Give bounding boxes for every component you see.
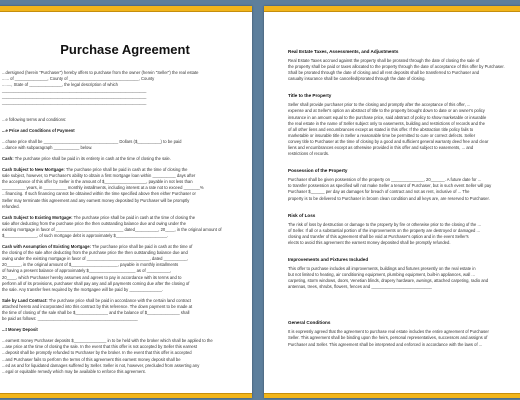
section-body: It is expressly agreed that the agreement to purchase real estate includes the entire agreement of Purchaser Seller. This agreement shall be binding upon the heirs, personal representatives, successors and assigns of Purchaser and Seller. This agreement shall be interpreted and enforced in accordance with the laws of ... (288, 329, 489, 347)
paragraph-lead: Sale by Land Contract: (2, 297, 48, 303)
agreement-paragraph (2, 338, 234, 375)
agreement-paragraph (2, 128, 234, 134)
section-heading: General Conditions (288, 320, 331, 326)
intro-paragraph: ...dersigned (herein "Purchaser") hereby offers to purchase from the owner (herein "Seller") the real estate ...... of ______________, County of ______________________________, County ........, State of ______________, the legal description of which ______________________________________________________________ ______________________________________________________________ ______________________________________________________________ (2, 70, 199, 106)
section-heading: Possession of the Property (288, 168, 348, 174)
section-heading: Title to the Property (288, 93, 332, 99)
section (288, 320, 520, 347)
paragraph-lead: Cash Subject to New Mortgage: (2, 167, 65, 173)
right-body (288, 49, 520, 359)
paragraph-lead: ...e Price and Conditions of Payment (2, 127, 75, 133)
left-paragraph-list (2, 117, 234, 375)
paragraph-text: The purchase price shall be paid in cash at the time of closing the sale subject, however, to Purchaser's ability to obtain a first mortgage loan within __________ days after the acceptance of this offer by Seller in the amount of $__________________, payable in not less than __________ years, in __________ monthly installments, including interest at a rate not to exceed _______% ...financing. If such financing cannot be obtained within the time specified above then either Purchaser or Seller may terminate this agreement and any earnest money deposited by Purchaser will be promptly refunded. (2, 167, 204, 209)
paragraph-text: ...chase price shall be ________________________________ Dollars ($__________) to be paid ...dance with subparagraph ___________ below. (2, 138, 182, 150)
paragraph-text: The purchase price shall be paid in cash at the time of closing the sale after deducting from the purchase price the then outstanding balance due and owing under the existing mortgage in favor of _____________________________ dated__________, 20____, in the original amount of $______________, of such mortgage debt is approximately $______________________. (2, 214, 222, 238)
document-page-left (0, 6, 252, 398)
section (288, 168, 520, 201)
agreement-paragraph (2, 139, 234, 151)
section (288, 49, 520, 82)
left-body (2, 70, 234, 380)
agreement-paragraph (2, 167, 234, 210)
agreement-paragraph (2, 327, 234, 333)
paragraph-text: The purchase price shall be paid in accordance with the certain land contract attached hereto and incorporated into this contract by this reference. The down payment to be made at the time of closing of the sale shall be $______________ and the balance of $______________ shall be paid as follows: ___________________________________________ (2, 297, 193, 322)
header-rule (0, 11, 252, 12)
agreement-paragraph (2, 215, 234, 239)
paragraph-text: The purchase price shall be paid in its entirety in cash at the time of closing the sale. (13, 155, 171, 161)
section-heading: Risk of Loss (288, 212, 316, 218)
footer-accent-bar (0, 394, 252, 398)
paragraph-text: ...earnest money Purchaser deposits $______________ in to be held with the broker which shall be applied to the ...ase price at the time of closing the sale. In the event that this offer is not accepted by Seller this earnest ...deposit shall be promptly refunded to Purchaser by the broker. In the event that this offer is accepted ...and Purchaser fails to perform the terms of this agreement this earnest money deposit shall be ...ed as and for liquidated damages suffered by Seller. Seller is not, however, precluded from asserting any ...egal or equitable remedy which may be available to enforce this agreement. (2, 338, 213, 374)
paragraph-text: ...e following terms and conditions: (2, 116, 67, 122)
section-body: The risk of loss by destruction or damage to the property by fire or otherwise prior to the closing of the ... of Seller. If all or a substantial portion of the improvements on the property are destroyed or damaged ... closing and transfer of this agreement shall be void at Purchaser's option and in the event Seller's elects to avoid this agreement the earnest money deposited shall be promptly refunded. (288, 221, 481, 245)
section-body: Real Estate Taxes accrued against the property shall be prorated through the date of closing the sale of the property shall be paid or taxes allocated to the property through the date of acceptance of this offer by Purchaser. Shall be prorated through the date of closing and all rent deposits shall be transferred to Purchaser and casualty insurance shall be cancelled/prorated through the date of closing. (288, 58, 505, 82)
agreement-paragraph (2, 117, 234, 123)
paragraph-lead: Cash with Assumption of Existing Mortgage: (2, 244, 91, 250)
agreement-paragraph (2, 156, 234, 162)
paragraph-lead: Cash Subject to Existing Mortgage: (2, 214, 73, 220)
section-body: This offer to purchase includes all improvements, buildings and fixtures presently on the real estate in but not limited to heating, air conditioning equipment, plumbing equipment, built-in appliances, wall ... carpeting, storm windows, doors, Venetian blinds, drapery hardware, awnings, attached carpeting, radio and antennas, trees, shrubs, flowers, fences and __________________________ (288, 265, 489, 290)
document-title: Purchase Agreement (60, 42, 190, 57)
paragraph-text: The purchase price shall be paid in cash at the time of the closing of the sale after deducting from the purchase price the then outstanding balance due and owing under the existing mortgage in favor of ___________________________, dated __________, 20______, in the original amount of $____________________, payable in monthly installments of having a present balance of approximately $____________________ as of __________, 20____, which Purchaser hereby assumes and agrees to pay in accordance with its terms and to perform all of its provisions, purchaser shall pay any and all payments coming due after the closing of the sale. Any transfer fees required by the mortgagee will be paid by ______________. (2, 244, 193, 292)
paragraph-lead: ...t Money Deposit (2, 327, 38, 333)
document-page-right (264, 6, 520, 398)
section (288, 93, 520, 157)
agreement-paragraph (2, 298, 234, 322)
section (288, 213, 520, 246)
agreement-paragraph (2, 244, 234, 293)
section (288, 257, 520, 290)
section-body: Seller shall provide purchaser prior to the closing and promptly after the acceptance of this offer, ... expense and at Seller's option an abstract of title to the property brought down to date or an owner's policy insurance in an amount equal to the purchase price, said abstract of policy to show marketable or insurable the real estate in the name of Seller subject only to easements, building and restrictions of records and the of all other liens and encumbrances except as stated in this offer. If the abstraction title policy fails to marketable or insurable title in Seller a reasonable time be permitted to cure or correct defects. Seller convey title to Purchaser at the time of closing by a good and sufficient general warranty deed free and clear liens and encumbrances except as otherwise provided in this offer and subject to easements, ... and restrictions of records. (288, 102, 489, 157)
header-rule (264, 11, 520, 12)
paragraph-lead: Cash: (2, 155, 14, 161)
section-body: Purchaser shall be given possession of the property on ______________, 20______. A future date for ... to transfer possession as specified will not make Seller a tenant of Purchaser, but in such event Seller will pay Purchaser $______ per day as damages for breach of contract and not as rent, inclusive of ... The property is to be delivered to Purchaser in broom clean condition and all keys are, are reserved to Purchaser. (288, 177, 492, 201)
footer-accent-bar (264, 394, 520, 398)
section-heading: Improvements and Fixtures Included (288, 256, 369, 262)
section-heading: Real Estate Taxes, Assessments, and Adjustments (288, 49, 399, 54)
